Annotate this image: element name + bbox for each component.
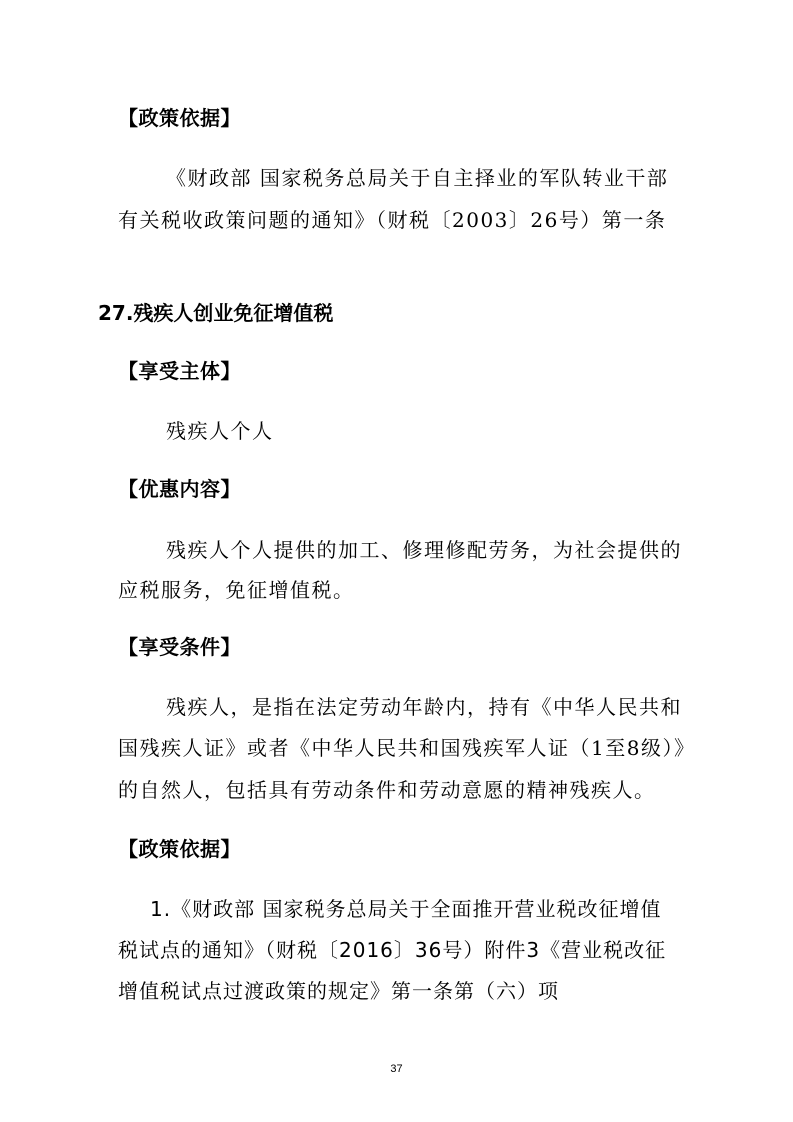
policy-basis-line: 有关税收政策问题的通知》（财税〔2003〕26号）第一条 [118,208,667,232]
benefit-content-heading: 【优惠内容】 [118,477,241,501]
beneficiary-text: 残疾人个人 [166,419,274,443]
eligibility-line: 的自然人，包括具有劳动条件和劳动意愿的精神残疾人。 [118,778,656,802]
benefit-content-line: 应税服务，免征增值税。 [118,578,355,602]
policy-basis-line: 增值税试点过渡政策的规定》第一条第（六）项 [118,979,559,1003]
eligibility-heading: 【享受条件】 [118,635,241,659]
policy-basis-line: 《财政部 国家税务总局关于自主择业的军队转业干部 [166,166,669,190]
policy-basis-line: 1.《财政部 国家税务总局关于全面推开营业税改征增值 [150,897,662,921]
eligibility-line: 国残疾人证》或者《中华人民共和国残疾军人证（1至8级）》 [118,736,696,760]
item-27-title: 27.残疾人创业免征增值税 [98,301,334,325]
page-number: 37 [390,1063,403,1075]
eligibility-line: 残疾人，是指在法定劳动年龄内，持有《中华人民共和 [166,695,682,719]
policy-basis-heading: 【政策依据】 [118,106,241,130]
policy-basis-line: 税试点的通知》（财税〔2016〕36号）附件3《营业税改征 [118,938,667,962]
benefit-content-line: 残疾人个人提供的加工、修理修配劳务，为社会提供的 [166,538,682,562]
policy-basis-heading: 【政策依据】 [118,837,241,861]
beneficiary-heading: 【享受主体】 [118,359,241,383]
